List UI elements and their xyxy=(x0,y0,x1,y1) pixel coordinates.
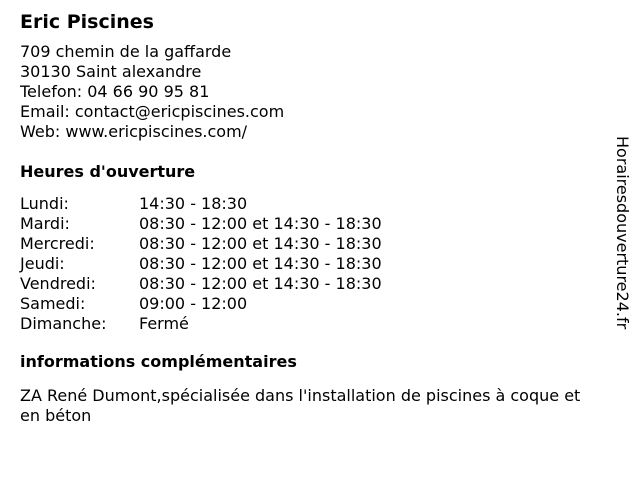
email-address[interactable]: Email: contact@ericpiscines.com xyxy=(20,102,285,121)
day-label: Jeudi: xyxy=(20,254,65,273)
day-hours: 09:00 - 12:00 xyxy=(139,294,248,313)
day-label: Dimanche: xyxy=(20,314,107,333)
hours-row-mardi xyxy=(20,214,600,234)
day-hours: 08:30 - 12:00 et 14:30 - 18:30 xyxy=(139,254,382,273)
day-label: Mardi: xyxy=(20,214,70,233)
business-card xyxy=(20,10,600,426)
hours-row-jeudi xyxy=(20,254,600,274)
day-hours: 08:30 - 12:00 et 14:30 - 18:30 xyxy=(139,234,382,253)
info-heading: informations complémentaires xyxy=(20,352,297,371)
day-hours: 14:30 - 18:30 xyxy=(139,194,248,213)
info-description: ZA René Dumont,spécialisée dans l'installation de piscines à coque et en béton xyxy=(20,386,581,425)
site-watermark: Horairesdouverture24.fr xyxy=(613,136,632,330)
hours-row-dimanche xyxy=(20,314,600,334)
hours-row-mercredi xyxy=(20,234,600,254)
hours-heading: Heures d'ouverture xyxy=(20,162,196,181)
hours-row-samedi xyxy=(20,294,600,314)
day-hours: 08:30 - 12:00 et 14:30 - 18:30 xyxy=(139,274,382,293)
day-hours: 08:30 - 12:00 et 14:30 - 18:30 xyxy=(139,214,382,233)
day-label: Lundi: xyxy=(20,194,69,213)
street-address: 709 chemin de la gaffarde xyxy=(20,42,232,61)
day-label: Vendredi: xyxy=(20,274,96,293)
hours-row-lundi xyxy=(20,194,600,214)
day-label: Samedi: xyxy=(20,294,86,313)
hours-row-vendredi xyxy=(20,274,600,294)
day-hours: Fermé xyxy=(139,314,189,333)
website-link[interactable]: Web: www.ericpiscines.com/ xyxy=(20,122,248,141)
hours-table xyxy=(20,194,600,334)
business-name: Eric Piscines xyxy=(20,11,154,33)
city-address: 30130 Saint alexandre xyxy=(20,62,202,81)
address-block xyxy=(20,42,600,142)
phone-number[interactable]: Telefon: 04 66 90 95 81 xyxy=(20,82,210,101)
day-label: Mercredi: xyxy=(20,234,95,253)
